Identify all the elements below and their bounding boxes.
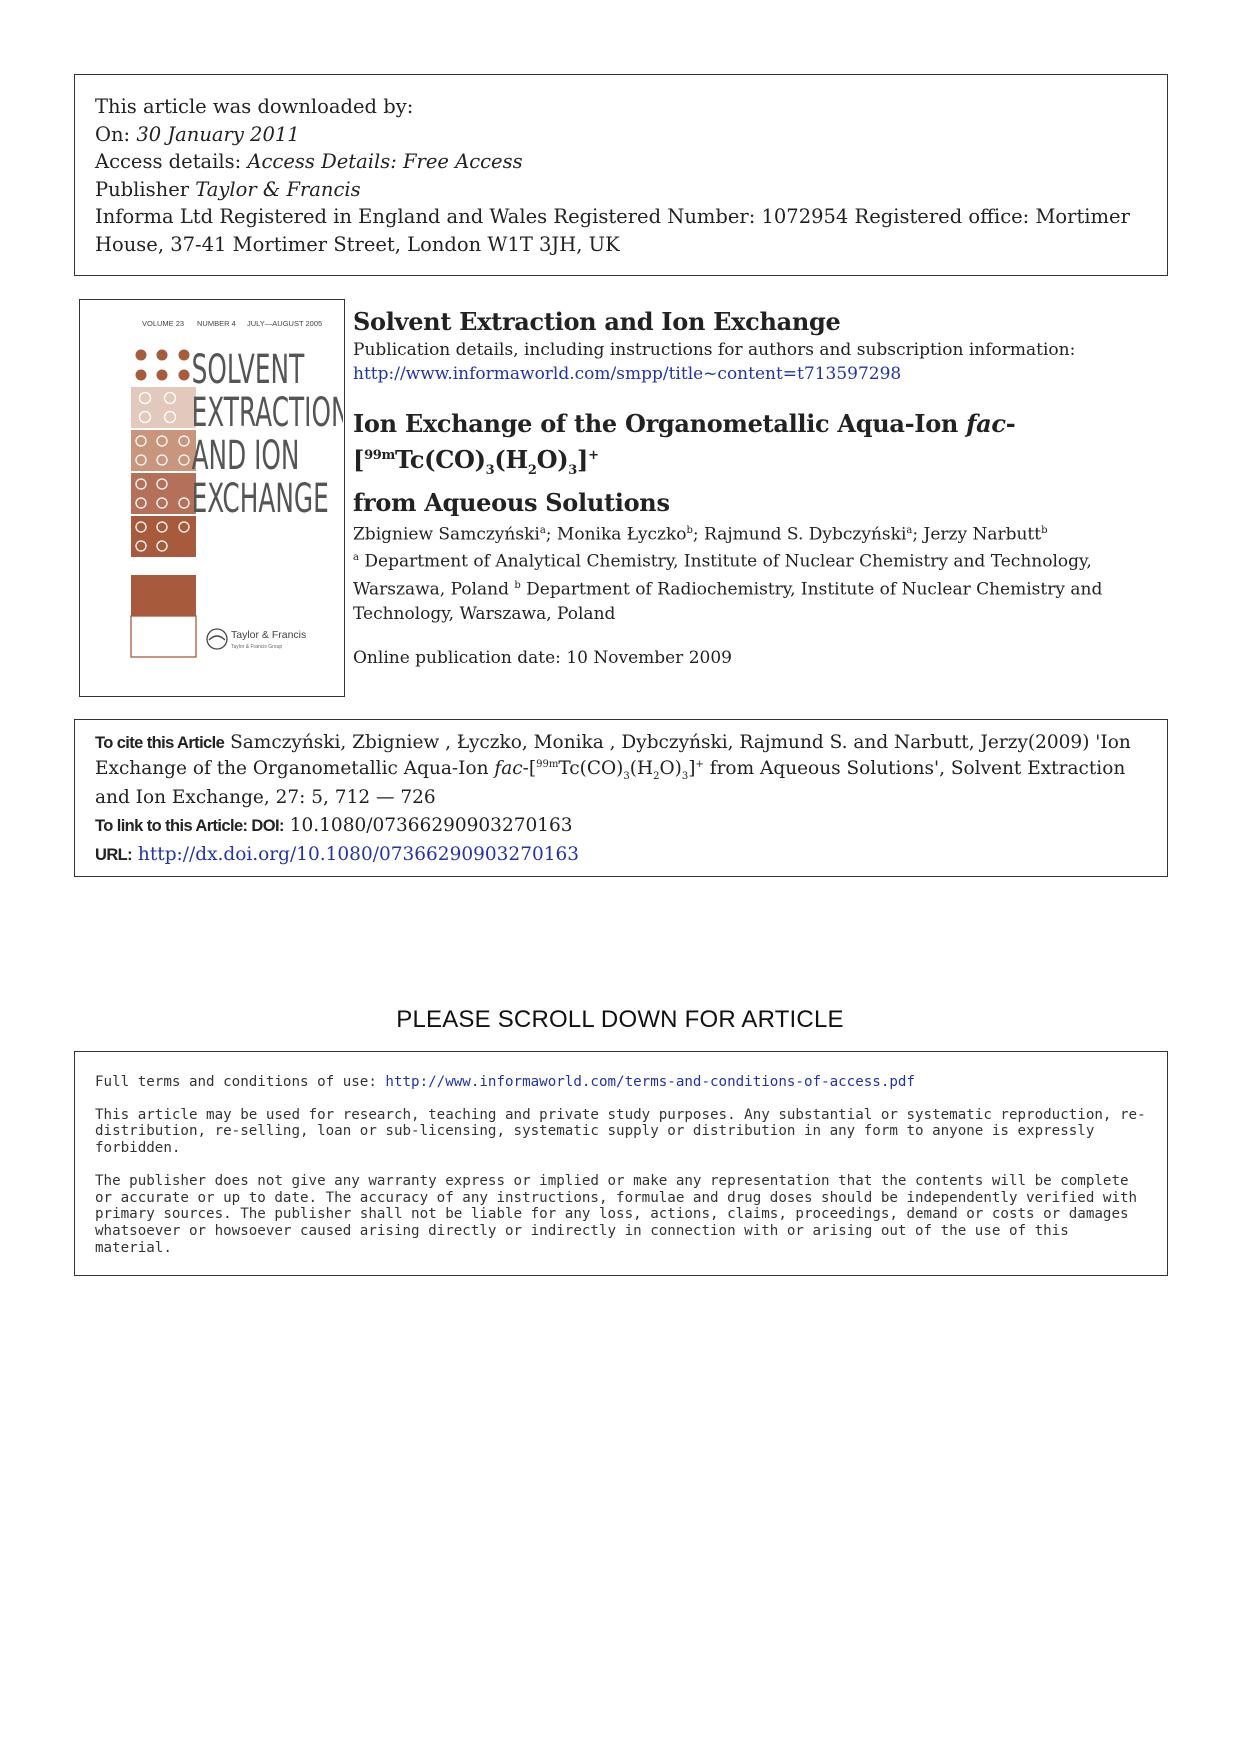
cover-publisher: Taylor & Francis (231, 629, 307, 641)
journal-url-link[interactable]: http://www.informaworld.com/smpp/title~content=t713597298 (353, 364, 902, 384)
url-line (95, 844, 1147, 866)
access-details-line (95, 148, 1147, 176)
citation-box (74, 719, 1168, 877)
terms-url-link[interactable]: http://www.informaworld.com/terms-and-conditions-of-access.pdf (385, 1074, 916, 1090)
journal-cover[interactable] (79, 299, 345, 697)
publication-details: Publication details, including instructions for authors and subscription information: (353, 340, 1076, 360)
download-date: 30 January 2011 (136, 122, 300, 146)
scroll-notice: PLEASE SCROLL DOWN FOR ARTICLE (396, 1006, 844, 1033)
svg-text:AND ION: AND ION (191, 431, 300, 479)
download-line: This article was downloaded by: (95, 95, 414, 118)
online-publication-date: Online publication date: 10 November 2009 (353, 647, 732, 668)
article-info (353, 306, 1153, 670)
cover-publisher-group: Taylor & Francis Group (231, 644, 283, 650)
doi-value: 10.1080/07366290903270163 (283, 814, 573, 836)
journal-title: Solvent Extraction and Ion Exchange (353, 307, 841, 336)
registration-info: Informa Ltd Registered in England and Wales Registered Number: 1072954 Registered office: Mortimer House, 37-41 Mortimer Street, London W1T 3JH, UK (95, 205, 1130, 256)
terms-usage-paragraph: This article may be used for research, teaching and private study purposes. Any substantial or systematic reproduction, re-distribution, re-selling, loan or sub-licensing, systematic supply or distribution in any form to anyone is expressly forbidden. (95, 1106, 1146, 1157)
article-title: Ion Exchange of the Organometallic Aqua-Ion fac-$[^{99m}Tc(CO)_3(H_2O)_3]^+$ from Aqueous Solutions (353, 409, 1016, 517)
access-details: Access Details: Free Access (247, 150, 523, 173)
download-info-box (74, 74, 1168, 276)
author: Zbigniew Samczyński (353, 524, 540, 545)
download-date-line (95, 121, 1147, 149)
publisher-label: Publisher (95, 177, 196, 201)
cover-lower-frame (131, 616, 196, 657)
cover-block-2 (131, 387, 196, 428)
cover-date: JULY—AUGUST 2005 (247, 319, 323, 328)
publisher-line (95, 176, 1147, 204)
cover-volume: VOLUME 23 (142, 319, 185, 328)
terms-intro: Full terms and conditions of use: http://www.informaworld.com/terms-and-conditions-of-access.pdf (95, 1074, 916, 1090)
author: Jerzy Narbutt (923, 524, 1042, 545)
publisher-name: Taylor & Francis (195, 177, 361, 201)
svg-text:EXCHANGE: EXCHANGE (191, 474, 329, 522)
author: Monika Łyczko (556, 524, 687, 545)
terms-box (74, 1051, 1168, 1276)
journal-cover-art (80, 300, 343, 695)
url-label: URL: (95, 845, 133, 864)
author-list: Zbigniew Samczyński$^a$; Monika Łyczko$^b$; Rajmund S. Dybczyński$^a$; Jerzy Narbutt$^b$ (353, 524, 1048, 545)
terms-disclaimer-paragraph: The publisher does not give any warranty express or implied or make any representation that the contents will be complete or accurate or up to date. The accuracy of any instructions, formulae and drug doses should be independently verified with primary sources. The publisher shall not be liable for any loss, actions, claims, proceedings, demand or costs or damages whatsoever or howsoever caused arising directly or indirectly in connection with or arising out of the use of this material. (95, 1172, 1138, 1256)
affiliations: $^a$ Department of Analytical Chemistry, Institute of Nuclear Chemistry and Technology, Warszawa, Poland $^b$ Department of Radiochemistry, Institute of Nuclear Chemistry and Technology, Warszawa, Poland (353, 552, 1103, 624)
cite-label: To cite this Article (95, 734, 225, 752)
doi-url-link[interactable]: http://dx.doi.org/10.1080/07366290903270163 (137, 843, 580, 865)
cover-lower-block (131, 575, 196, 616)
cite-this-article: To cite this Article Samczyński, Zbigniew , Łyczko, Monika , Dybczyński, Rajmund S. and Narbutt, Jerzy(2009) 'Ion Exchange of the Organometallic Aqua-Ion fac-$[^{99m}Tc(CO)_3(H_2O)_3]^+$ from Aqueous Solutions', Solvent Extraction and Ion Exchange, 27: 5, 712 — 726 (95, 732, 1131, 808)
cover-number: NUMBER 4 (197, 319, 236, 328)
author: Rajmund S. Dybczyński (704, 524, 907, 545)
link-label: To link to this Article: DOI: (95, 816, 284, 835)
doi-line (95, 815, 1147, 837)
svg-text:SOLVENT: SOLVENT (191, 345, 305, 393)
on-label: On: (95, 122, 137, 146)
svg-text:EXTRACTION: EXTRACTION (191, 388, 343, 436)
cover-title (192, 346, 343, 522)
access-label: Access details: (95, 150, 248, 173)
